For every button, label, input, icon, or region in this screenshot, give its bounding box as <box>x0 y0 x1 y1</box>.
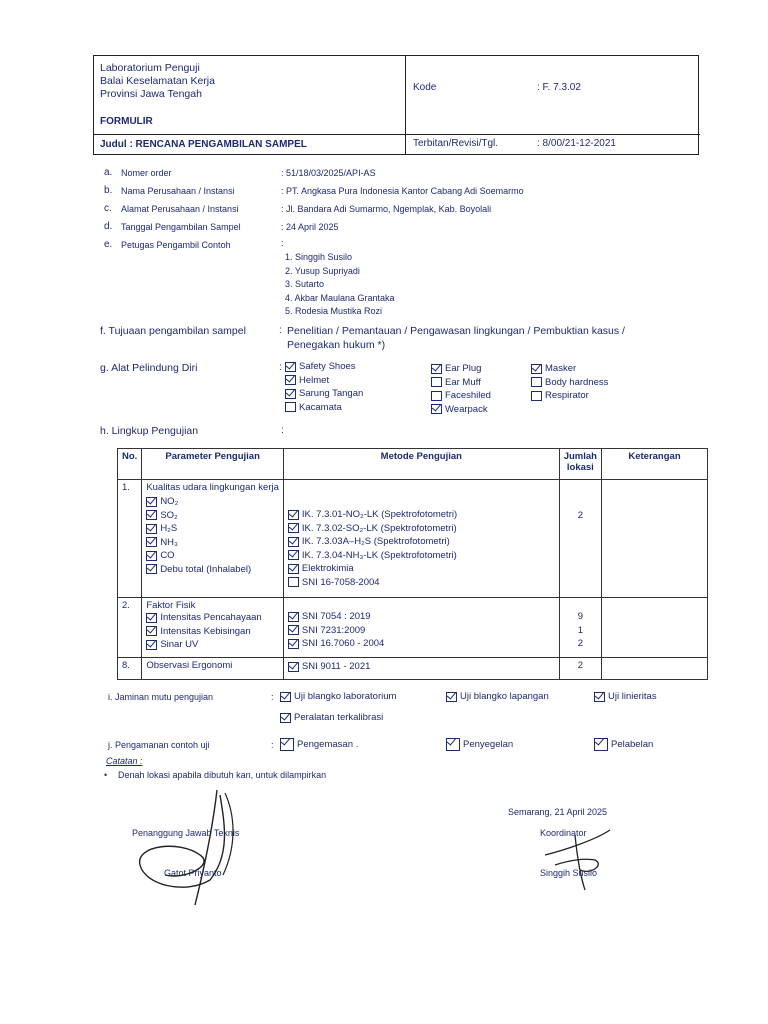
parameter-item: Debu total (Inhalabel) <box>160 563 252 575</box>
parameter-item: NH₃ <box>160 536 178 548</box>
field-b-value: : PT. Angkasa Pura Indonesia Kantor Cabang Adi Soemarmo <box>281 186 524 196</box>
lab-name-line3: Provinsi Jawa Tengah <box>100 88 202 100</box>
security-item-label: Pelabelan <box>611 739 654 751</box>
purpose-colon: : <box>279 325 282 336</box>
method-item: IK. 7.3.04-NH₃-LK (Spektrofotometri) <box>301 549 457 561</box>
method-item: Elektrokimia <box>301 563 354 575</box>
table-row <box>118 480 708 598</box>
method-checkbox[interactable] <box>288 577 299 587</box>
ppe-item-label: Ear Plug <box>445 363 482 375</box>
security-item <box>594 738 653 752</box>
field-d-letter: d. <box>104 221 113 232</box>
method-cell <box>283 598 559 658</box>
ppe-checkbox[interactable] <box>531 364 542 374</box>
parameter-item: Sinar UV <box>160 639 199 651</box>
ppe-item-label: Sarung Tangan <box>299 388 364 400</box>
left-signature-icon <box>125 785 265 915</box>
document-header <box>93 55 699 155</box>
method-item: SNI 16-7058-2004 <box>301 576 380 588</box>
method-cell <box>283 480 559 598</box>
count-cell <box>559 598 601 658</box>
ppe-item-label: Body hardness <box>545 376 609 388</box>
ppe-item-label: Safety Shoes <box>299 361 356 373</box>
qa-colon: : <box>271 692 274 702</box>
form-title: Judul : RENCANA PENGAMBILAN SAMPEL <box>100 139 307 150</box>
code-value: : F. 7.3.02 <box>537 82 581 93</box>
ppe-checkbox[interactable] <box>285 402 296 412</box>
right-signer-name: Singgih Susilo <box>540 868 598 878</box>
field-e-colon: : <box>281 238 284 248</box>
security-checkbox[interactable] <box>446 738 460 751</box>
parameter-checkbox[interactable] <box>146 626 157 636</box>
scope-label: h. Lingkup Pengujian <box>100 425 199 437</box>
qa-checkbox[interactable] <box>594 692 605 702</box>
table-header-method: Metode Pengujian <box>283 449 559 480</box>
officer-list <box>285 251 395 319</box>
officer-name: 1. Singgih Susilo <box>285 252 353 262</box>
purpose-label: f. Tujuaan pengambilan sampel <box>100 325 246 337</box>
ppe-item-label: Helmet <box>299 374 330 386</box>
count-value: 9 <box>577 611 583 623</box>
ppe-checkbox[interactable] <box>531 391 542 401</box>
field-e-label: Petugas Pengambil Contoh <box>121 240 231 250</box>
note-cell <box>601 598 707 658</box>
method-checkbox[interactable] <box>288 662 299 672</box>
parameter-checkbox[interactable] <box>146 524 157 534</box>
bullet-icon: • <box>104 770 108 780</box>
parameter-checkbox[interactable] <box>146 551 157 561</box>
ppe-checkbox[interactable] <box>431 364 442 374</box>
officer-name: 4. Akbar Maulana Grantaka <box>285 292 395 303</box>
right-signer-role: Koordinator <box>540 828 587 838</box>
ppe-checkbox[interactable] <box>285 375 296 385</box>
note-cell <box>601 480 707 598</box>
security-colon: : <box>271 740 274 750</box>
qa-item <box>594 690 657 704</box>
parameter-item: Intensitas Kebisingan <box>160 625 251 637</box>
qa-checkbox[interactable] <box>280 692 291 702</box>
method-checkbox[interactable] <box>288 612 299 622</box>
ppe-checkbox[interactable] <box>431 391 442 401</box>
count-cell: 2 <box>559 480 601 598</box>
security-item <box>280 738 358 752</box>
ppe-item-label: Respirator <box>545 390 589 402</box>
security-checkbox[interactable] <box>594 738 608 751</box>
method-cell <box>283 658 559 680</box>
parameter-checkbox[interactable] <box>146 497 157 507</box>
field-b-letter: b. <box>104 185 113 196</box>
parameter-item: CO <box>160 550 175 562</box>
revision-label: Terbitan/Revisi/Tgl. <box>413 138 499 149</box>
parameter-group-title: Kualitas udara lingkungan kerja <box>146 482 279 493</box>
ppe-item-label: Kacamata <box>299 401 342 413</box>
method-item: SNI 7231:2009 <box>301 624 366 636</box>
revision-value: : 8/00/21-12-2021 <box>537 138 616 149</box>
place-date: Semarang, 21 April 2025 <box>508 807 608 817</box>
security-item-label: Pengemasan . <box>297 739 359 751</box>
ppe-item-label: Ear Muff <box>445 376 481 388</box>
qa-item-label: Uji blangko laboratorium <box>294 691 397 703</box>
ppe-column-3 <box>531 362 608 403</box>
parameter-checkbox[interactable] <box>146 510 157 520</box>
qa-item <box>280 711 383 725</box>
row-number: 8. <box>118 658 142 680</box>
left-signer-name: Gatot Priyanto <box>164 868 222 878</box>
parameter-item: H₂S <box>160 523 178 535</box>
method-checkbox[interactable] <box>288 564 299 574</box>
method-item: SNI 16.7060 - 2004 <box>301 638 385 650</box>
lab-name-line1: Laboratorium Penguji <box>100 62 200 74</box>
form-type: FORMULIR <box>100 116 153 127</box>
ppe-checkbox[interactable] <box>531 377 542 387</box>
qa-item-label: Peralatan terkalibrasi <box>294 712 384 724</box>
qa-item <box>280 690 396 704</box>
table-header-no: No. <box>118 449 142 480</box>
parameter-checkbox[interactable] <box>146 537 157 547</box>
field-c-label: Alamat Perusahaan / Instansi <box>121 204 239 214</box>
count-cell: 2 <box>559 658 601 680</box>
parameter-cell: Observasi Ergonomi <box>142 658 284 680</box>
row-number: 2. <box>118 598 142 658</box>
parameter-cell <box>142 598 284 658</box>
ppe-checkbox[interactable] <box>285 362 296 372</box>
ppe-item-label: Faceshiled <box>445 390 491 402</box>
ppe-colon: : <box>279 362 282 373</box>
method-checkbox[interactable] <box>288 625 299 635</box>
field-c-letter: c. <box>104 203 112 214</box>
right-signature-icon <box>535 810 625 895</box>
scope-colon: : <box>281 425 284 436</box>
field-a-label: Nomer order <box>121 168 172 178</box>
security-checkbox[interactable] <box>280 738 294 751</box>
ppe-item-label: Masker <box>545 363 577 375</box>
code-label: Kode <box>413 82 437 93</box>
purpose-line2: Penegakan hukum *) <box>287 339 386 351</box>
table-row <box>118 598 708 658</box>
qa-checkbox[interactable] <box>280 713 291 723</box>
officer-name: 2. Yusup Supriyadi <box>285 265 360 276</box>
parameter-checkbox[interactable] <box>146 564 157 574</box>
table-header-note: Keterangan <box>601 449 707 480</box>
field-d-label: Tanggal Pengambilan Sampel <box>121 222 241 232</box>
notes-text: Denah lokasi apabila dibutuh kan, untuk dilampirkan <box>118 770 327 780</box>
method-item: IK. 7.3.02-SO₂-LK (Spektrofotometri) <box>301 522 457 534</box>
field-c-value: : Jl. Bandara Adi Sumarmo, Ngemplak, Kab. Boyolali <box>281 204 492 214</box>
ppe-column-1 <box>285 360 363 414</box>
ppe-checkbox[interactable] <box>431 404 442 414</box>
purpose-line1: Penelitian / Pemantauan / Pengawasan lingkungan / Pembuktian kasus / <box>287 325 625 337</box>
parameter-checkbox[interactable] <box>146 613 157 623</box>
count-value: 1 <box>577 624 583 636</box>
qa-item-label: Uji blangko lapangan <box>460 691 549 703</box>
qa-checkbox[interactable] <box>446 692 457 702</box>
parameter-checkbox[interactable] <box>146 640 157 650</box>
field-a-value: : 51/18/03/2025/API-AS <box>281 168 376 178</box>
qa-label: i. Jaminan mutu pengujian <box>108 692 214 702</box>
ppe-item-label: Wearpack <box>445 403 488 415</box>
officer-name: 5. Rodesia Mustika Rozi <box>285 306 383 316</box>
security-item-label: Penyegelan <box>463 739 514 751</box>
field-e-letter: e. <box>104 239 113 250</box>
ppe-label: g. Alat Pelindung Diri <box>100 362 198 374</box>
method-checkbox[interactable] <box>288 523 299 533</box>
qa-item <box>446 690 549 704</box>
note-cell <box>601 658 707 680</box>
qa-item-label: Uji linieritas <box>608 691 657 703</box>
table-header-count: Jumlah lokasi <box>559 449 601 480</box>
method-item: SNI 7054 : 2019 <box>301 611 371 623</box>
method-checkbox[interactable] <box>288 510 299 520</box>
lab-name-line2: Balai Keselamatan Kerja <box>100 75 215 87</box>
method-checkbox[interactable] <box>288 537 299 547</box>
left-signer-role: Penanggung Jawab Teknis <box>132 828 240 838</box>
parameter-group-title: Faktor Fisik <box>146 600 196 611</box>
table-header-parameter: Parameter Pengujian <box>142 449 284 480</box>
table-row <box>118 658 708 680</box>
row-number: 1. <box>118 480 142 598</box>
field-a-letter: a. <box>104 167 113 178</box>
parameter-item: NO₂ <box>160 496 179 508</box>
parameter-item: Intensitas Pencahayaan <box>160 612 262 624</box>
parameter-cell <box>142 480 284 598</box>
security-item <box>446 738 513 752</box>
method-item: IK. 7.3.01-NO₂-LK (Spektrofotometri) <box>301 509 458 521</box>
method-checkbox[interactable] <box>288 550 299 560</box>
security-label: j. Pengamanan contoh uji <box>108 740 210 750</box>
method-item: IK. 7.3.03A–H₂S (Spektrofotometri) <box>301 536 450 548</box>
testing-table <box>117 448 708 680</box>
officer-name: 3. Sutarto <box>285 279 325 289</box>
notes-title: Catatan : <box>106 756 143 766</box>
ppe-checkbox[interactable] <box>431 377 442 387</box>
count-value: 2 <box>577 638 583 650</box>
method-item: SNI 9011 - 2021 <box>301 661 371 673</box>
field-d-value: : 24 April 2025 <box>281 222 339 232</box>
method-checkbox[interactable] <box>288 639 299 649</box>
ppe-checkbox[interactable] <box>285 389 296 399</box>
parameter-item: SO₂ <box>160 509 178 521</box>
field-b-label: Nama Perusahaan / Instansi <box>121 186 235 196</box>
ppe-column-2 <box>431 362 491 416</box>
